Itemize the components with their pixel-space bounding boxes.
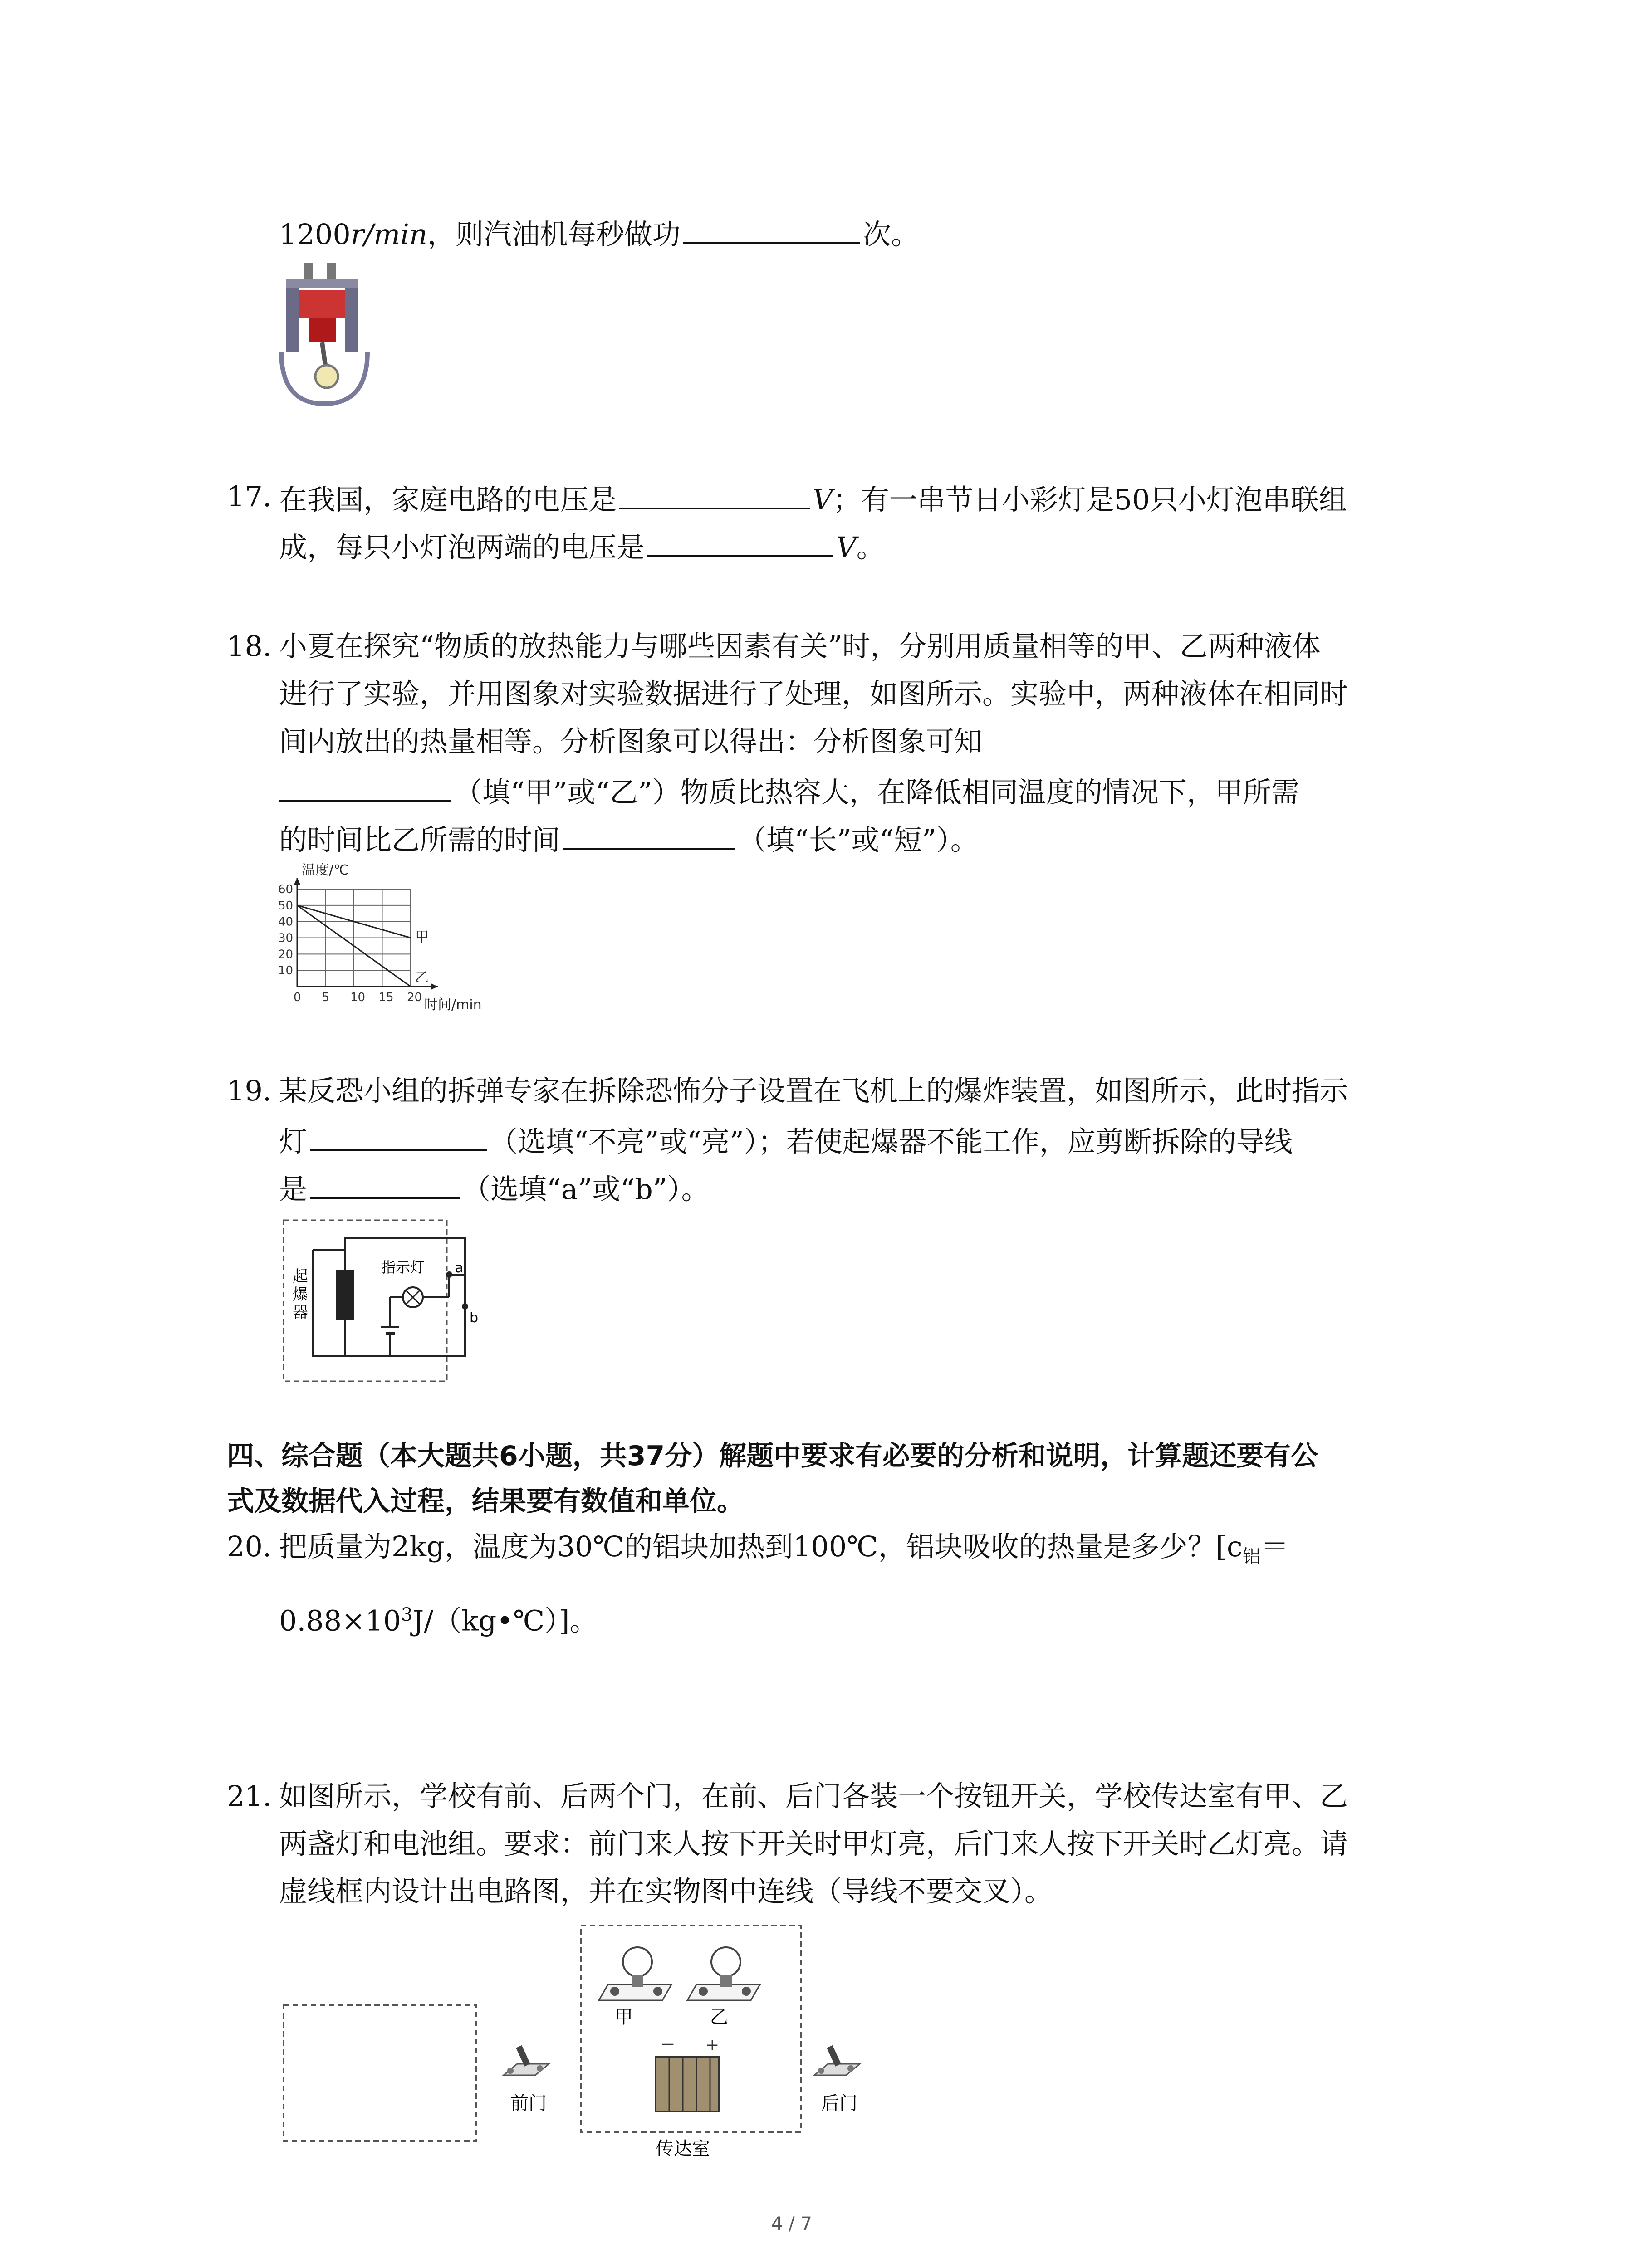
q20-l2: 0.88×10 — [279, 1604, 401, 1637]
q19-l2-post: （选填“不亮”或“亮”）；若使起爆器不能工作，应剪断拆除的导线 — [490, 1125, 1293, 1158]
q19-line1: 某反恐小组的拆弹专家在拆除恐怖分子设置在飞机上的爆炸装置，如图所示，此时指示 — [279, 1074, 1348, 1107]
y-tick-label: 40 — [278, 915, 294, 929]
q18-blank2[interactable] — [563, 819, 735, 850]
q17-blank2[interactable] — [647, 526, 833, 557]
y-axis-label: 温度/℃ — [302, 862, 349, 878]
q17-l1-unit: V — [813, 483, 833, 516]
y-tick-label: 50 — [278, 899, 294, 913]
q17-number: 17. — [227, 480, 272, 513]
q17-l2-unit: V — [836, 531, 857, 564]
engine-illustration — [272, 259, 377, 408]
q17-l1-post: ；有一串节日小彩灯是50只小灯泡串联组 — [833, 483, 1347, 516]
section4-heading-line2: 式及数据代入过程，结果要有数值和单位。 — [227, 1486, 744, 1517]
x-tick-label: 20 — [407, 991, 422, 1004]
lamp-yi-label: 乙 — [710, 2007, 728, 2028]
design-box — [284, 2005, 476, 2141]
school-circuit-figure — [281, 1923, 916, 2177]
q16-pre: 1200 — [279, 218, 351, 251]
q18-blank1[interactable] — [279, 771, 451, 802]
q17-line2 — [279, 526, 885, 566]
page-number: 4 / 7 — [771, 2214, 812, 2234]
section4-heading-line1: 四、综合题（本大题共6小题，共37分）解题中要求有必要的分析和说明，计算题还要有公 — [227, 1440, 1318, 1472]
q20-number: 20. — [227, 1530, 272, 1563]
q19-blank2[interactable] — [310, 1168, 460, 1199]
q18-number: 18. — [227, 630, 272, 663]
q21-line3: 虚线框内设计出电路图，并在实物图中连线（导线不要交叉）。 — [279, 1875, 1053, 1908]
q19-l3-pre: 是 — [279, 1173, 308, 1206]
q20-line1 — [279, 1529, 1289, 1574]
q21-line2: 两盏灯和电池组。要求：前门来人按下开关时甲灯亮，后门来人按下开关时乙灯亮。请 — [279, 1827, 1348, 1860]
battery-plus: + — [705, 2036, 720, 2054]
detonator-label-3: 器 — [293, 1304, 308, 1322]
q19-line3 — [279, 1168, 709, 1207]
q19-blank1[interactable] — [310, 1120, 487, 1151]
back-door-switch — [814, 2045, 860, 2075]
q17-l2-post: 。 — [856, 531, 885, 564]
wire-a-label: a — [455, 1260, 464, 1276]
y-tick-label: 20 — [278, 948, 294, 962]
wire-b-label: b — [470, 1310, 479, 1326]
q18-l5-post: （填“长”或“短”）。 — [738, 823, 979, 856]
q20-l2-sup: 3 — [401, 1604, 413, 1625]
x-tick-label: 15 — [378, 991, 394, 1004]
y-tick-label: 30 — [278, 931, 294, 945]
temperature-time-chart — [254, 862, 526, 1016]
room-label: 传达室 — [656, 2138, 710, 2159]
x-axis-label: 时间/min — [424, 997, 482, 1013]
q21-line1: 如图所示，学校有前、后两个门，在前、后门各装一个按钮开关，学校传达室有甲、乙 — [279, 1779, 1348, 1813]
q17-blank1[interactable] — [619, 479, 810, 509]
q16-line — [279, 213, 919, 253]
y-tick-label: 10 — [278, 964, 294, 978]
detonator-label-1: 起 — [293, 1267, 308, 1286]
detonator-label-2: 爆 — [293, 1286, 308, 1304]
q20-l2-end: J/（kg•℃）]。 — [412, 1604, 598, 1637]
x-tick-label: 0 — [294, 991, 301, 1004]
q16-end: 次。 — [862, 218, 919, 251]
q19-number: 19. — [227, 1074, 272, 1107]
q17-l2-pre: 成，每只小灯泡两端的电压是 — [279, 531, 645, 564]
series-label-1: 甲 — [415, 929, 429, 945]
q16-unit: r/min — [350, 218, 427, 251]
x-tick-label: 5 — [322, 991, 330, 1004]
lamp-jia — [599, 1947, 671, 2000]
lamp-jia-label: 甲 — [615, 2007, 633, 2028]
q16-blank[interactable] — [683, 213, 860, 244]
front-door-label: 前门 — [510, 2093, 547, 2114]
x-tick-label: 10 — [350, 991, 366, 1004]
q20-line2 — [279, 1597, 598, 1639]
series-label-2: 乙 — [415, 970, 429, 986]
q21-number: 21. — [227, 1779, 272, 1813]
q16-post: ，则汽油机每秒做功 — [427, 218, 681, 251]
q18-line3: 间内放出的热量相等。分析图象可以得出：分析图象可知 — [279, 725, 983, 758]
detonator-circuit-diagram — [281, 1218, 499, 1386]
q20-l1-end: ＝ — [1260, 1530, 1289, 1563]
back-door-label: 后门 — [821, 2093, 857, 2114]
q18-line5 — [279, 819, 979, 858]
y-axis-arrow — [294, 878, 300, 885]
q19-l3-post: （选填“a”或“b”）。 — [462, 1173, 710, 1206]
y-tick-label: 60 — [278, 883, 294, 896]
q20-l1-sub: 铝 — [1242, 1546, 1261, 1567]
q19-line2 — [279, 1120, 1293, 1160]
q17-l1-pre: 在我国，家庭电路的电压是 — [279, 483, 617, 516]
q20-l1: 把质量为2kg，温度为30℃的铝块加热到100℃，铝块吸收的热量是多少？[c — [279, 1530, 1243, 1563]
q18-line1: 小夏在探究“物质的放热能力与哪些因素有关”时，分别用质量相等的甲、乙两种液体 — [279, 630, 1321, 663]
battery-minus: − — [660, 2034, 676, 2055]
q18-l4-post: （填“甲”或“乙”）物质比热容大，在降低相同温度的情况下，甲所需 — [454, 776, 1299, 809]
q17-line1 — [279, 479, 1347, 518]
q18-l5-pre: 的时间比乙所需的时间 — [279, 823, 561, 856]
q18-line4 — [279, 771, 1299, 811]
x-axis-arrow — [431, 983, 438, 990]
battery-pack — [656, 2034, 719, 2112]
lamp-label: 指示灯 — [381, 1259, 425, 1276]
lamp-yi — [687, 1947, 760, 2000]
front-door-switch — [504, 2045, 549, 2075]
q18-line2: 进行了实验，并用图象对实验数据进行了处理，如图所示。实验中，两种液体在相同时 — [279, 677, 1348, 710]
q19-l2-pre: 灯 — [279, 1125, 308, 1158]
